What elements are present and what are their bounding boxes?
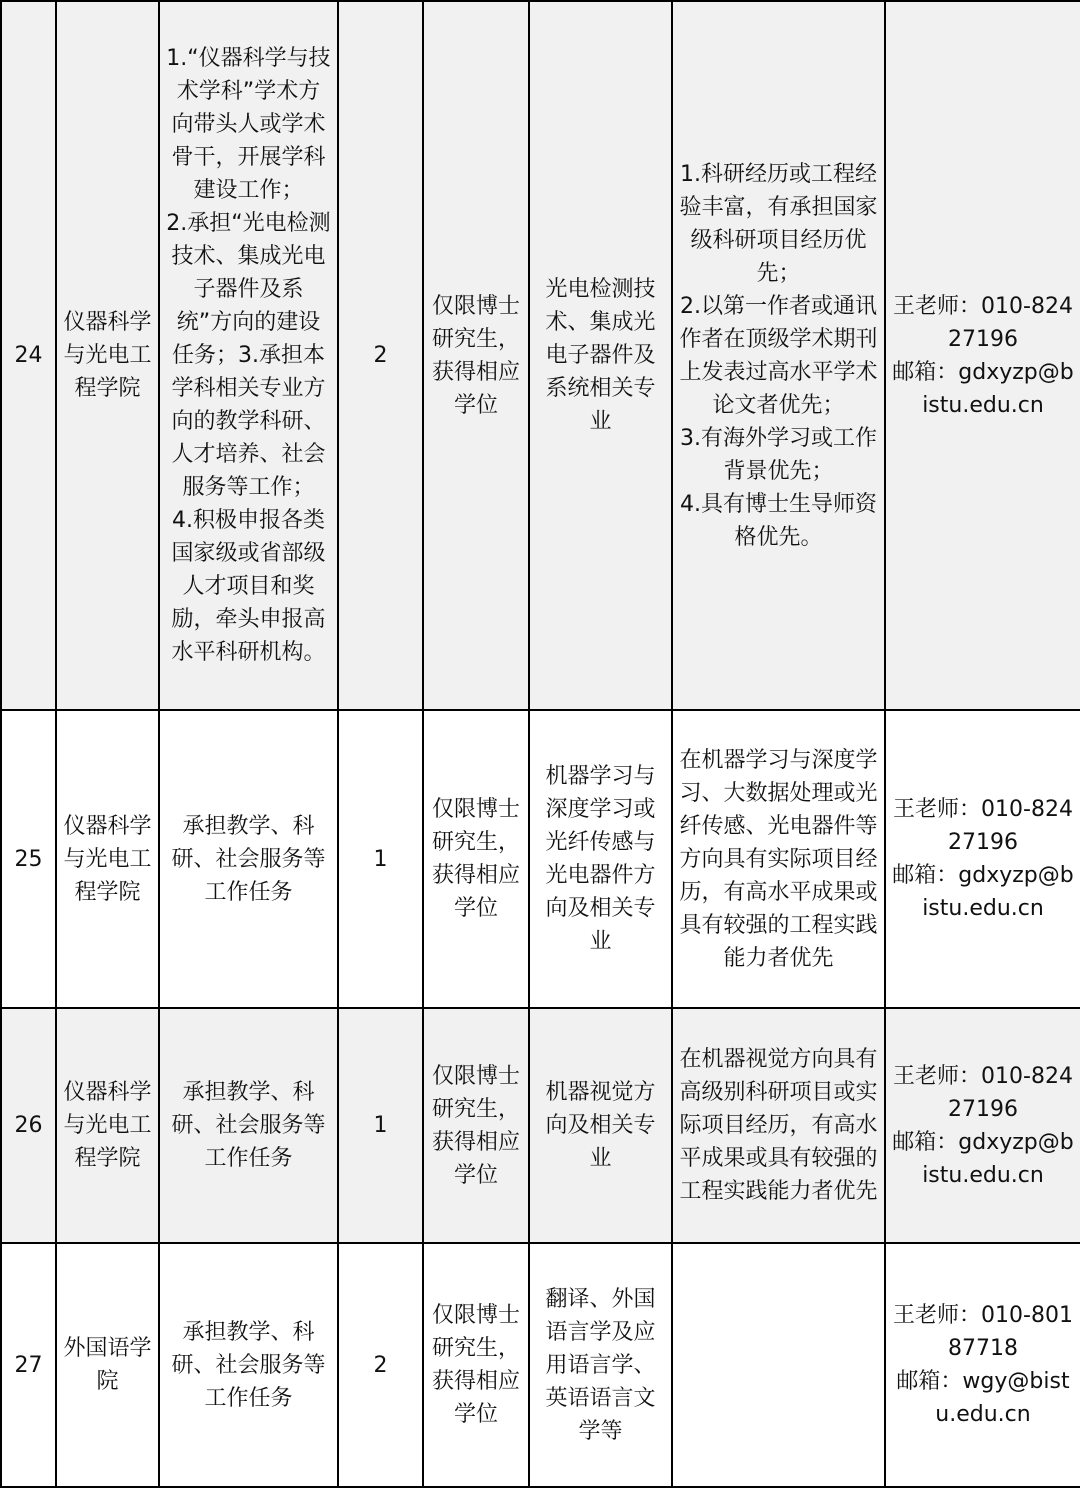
contact-email: 邮箱：gdxyzp@bistu.edu.cn <box>892 1129 1074 1188</box>
degree-requirement: 仅限博士研究生，获得相应学位 <box>423 1243 529 1487</box>
position-number: 25 <box>1 710 56 1008</box>
degree-requirement: 仅限博士研究生，获得相应学位 <box>423 710 529 1008</box>
hiring-count: 2 <box>338 1 423 710</box>
requirement-item: 3.有海外学习或工作背景优先； <box>680 425 877 484</box>
hiring-count: 1 <box>338 710 423 1008</box>
contact-info <box>885 1243 1080 1487</box>
requirement-item: 在机器学习与深度学习、大数据处理或光纤传感、光电器件等方向具有实际项目经历，有高水平成果或具有较强的工程实践能力者优先 <box>679 747 878 971</box>
contact-info <box>885 1008 1080 1243</box>
contact-phone: 王老师：010-80187718 <box>893 1303 1073 1361</box>
duty-item: 4.积极申报各类国家级或省部级人才项目和奖励，牵头申报高水平科研机构。 <box>171 508 326 665</box>
job-duties <box>159 1 338 710</box>
duty-item: 1.“仪器科学与技术学科”学术方向带头人或学术骨干，开展学科建设工作； <box>166 46 331 203</box>
contact-phone: 王老师：010-82427196 <box>893 1063 1073 1122</box>
other-requirements <box>672 710 885 1008</box>
degree-requirement: 仅限博士研究生，获得相应学位 <box>423 1 529 710</box>
other-requirements <box>672 1243 885 1487</box>
hiring-count: 1 <box>338 1008 423 1243</box>
major-requirement: 机器学习与深度学习或光纤传感与光电器件方向及相关专业 <box>529 710 672 1008</box>
job-duties <box>159 1243 338 1487</box>
other-requirements <box>672 1008 885 1243</box>
position-number: 26 <box>1 1008 56 1243</box>
college-name: 仪器科学与光电工程学院 <box>56 710 159 1008</box>
job-duties <box>159 1008 338 1243</box>
other-requirements <box>672 1 885 710</box>
contact-info <box>885 1 1080 710</box>
college-name: 仪器科学与光电工程学院 <box>56 1 159 710</box>
table-row <box>1 1 1080 710</box>
degree-requirement: 仅限博士研究生，获得相应学位 <box>423 1008 529 1243</box>
college-name: 外国语学院 <box>56 1243 159 1487</box>
duty-item: 承担教学、科研、社会服务等工作任务 <box>171 813 326 905</box>
college-name: 仪器科学与光电工程学院 <box>56 1008 159 1243</box>
contact-phone: 王老师：010-82427196 <box>893 797 1073 855</box>
hiring-count: 2 <box>338 1243 423 1487</box>
major-requirement: 光电检测技术、集成光电子器件及系统相关专业 <box>529 1 672 710</box>
position-number: 24 <box>1 1 56 710</box>
major-requirement: 机器视觉方向及相关专业 <box>529 1008 672 1243</box>
requirement-item: 1.科研经历或工程经验丰富，有承担国家级科研项目经历优先； <box>679 161 878 286</box>
contact-email: 邮箱：wgy@bistu.edu.cn <box>896 1369 1070 1427</box>
contact-info <box>885 710 1080 1008</box>
major-requirement: 翻译、外国语言学及应用语言学、英语语言文学等 <box>529 1243 672 1487</box>
contact-email: 邮箱：gdxyzp@bistu.edu.cn <box>892 359 1074 418</box>
contact-phone: 王老师：010-82427196 <box>893 293 1073 352</box>
contact-email: 邮箱：gdxyzp@bistu.edu.cn <box>892 863 1074 921</box>
table-row <box>1 1008 1080 1243</box>
requirement-item: 2.以第一作者或通讯作者在顶级学术期刊上发表过高水平学术论文者优先； <box>679 293 878 418</box>
position-number: 27 <box>1 1243 56 1487</box>
duty-item: 2.承担“光电检测技术、集成光电子器件及系统”方向的建设任务；3.承担本学科相关专业方向的教学科研、人才培养、社会服务等工作； <box>166 211 331 500</box>
job-duties <box>159 710 338 1008</box>
table-row <box>1 1243 1080 1487</box>
duty-item: 承担教学、科研、社会服务等工作任务 <box>171 1319 326 1411</box>
requirement-item: 在机器视觉方向具有高级别科研项目或实际项目经历，有高水平成果或具有较强的工程实践能力者优先 <box>679 1047 878 1204</box>
table-row <box>1 710 1080 1008</box>
duty-item: 承担教学、科研、社会服务等工作任务 <box>171 1080 326 1171</box>
requirement-item: 4.具有博士生导师资格优先。 <box>680 491 877 550</box>
